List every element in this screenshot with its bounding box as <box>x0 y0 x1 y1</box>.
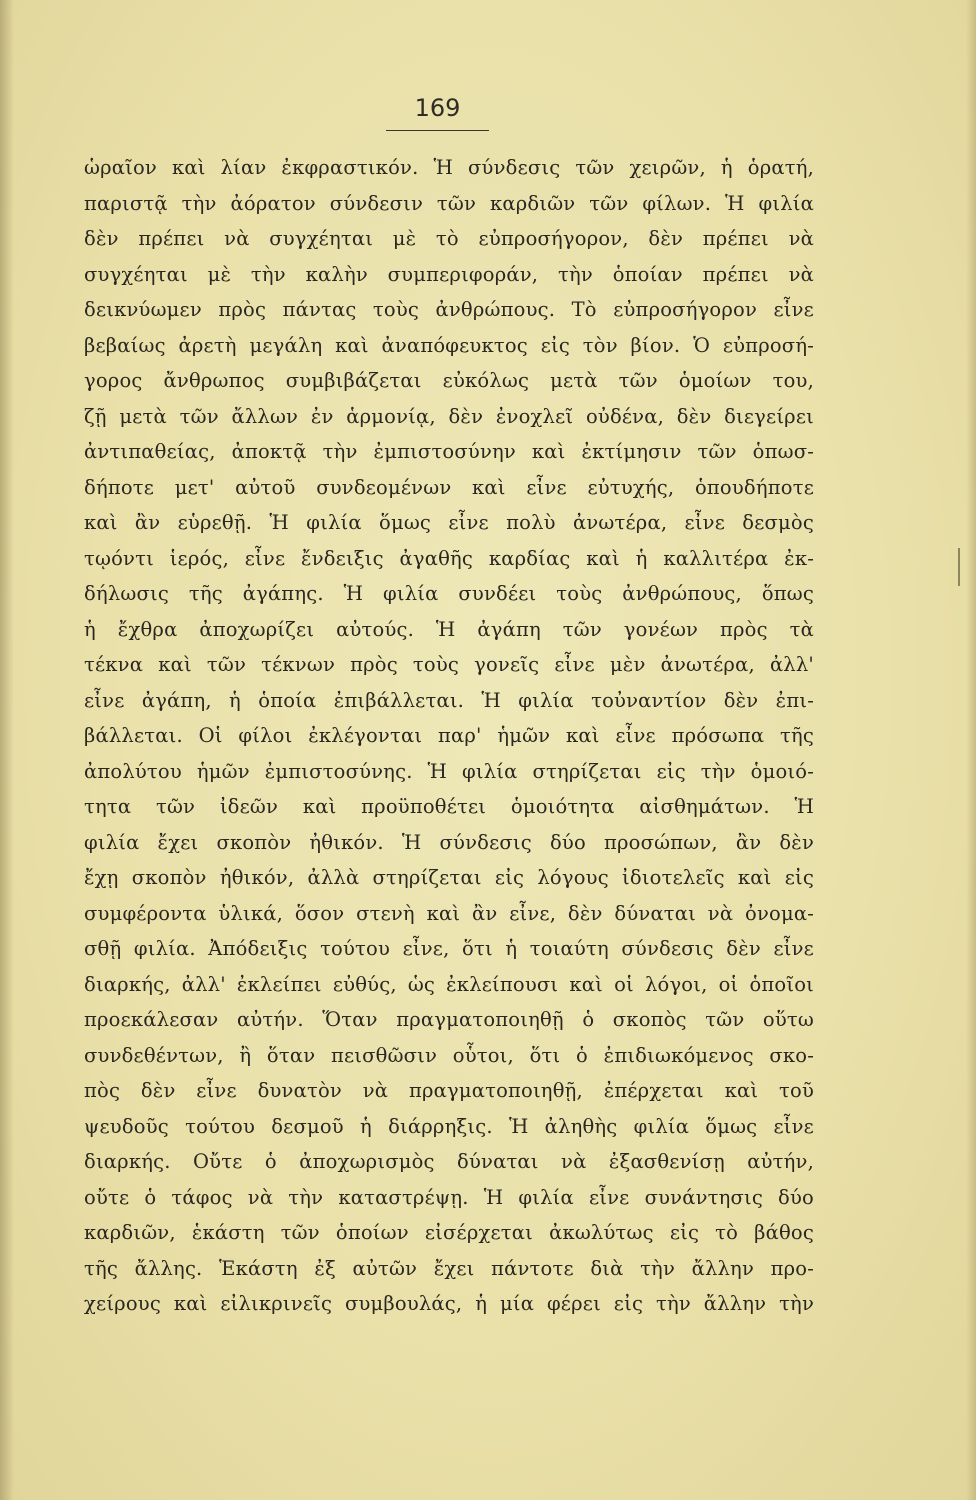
text-line: διαρκής. Οὔτε ὁ ἀποχωρισμὸς δύναται νὰ ἐξασθενίσῃ αὐτήν, <box>84 1150 814 1173</box>
text-line: συμφέροντα ὑλικά, ὅσον στενὴ καὶ ἂν εἶνε, δὲν δύναται νὰ ὀνομα- <box>84 901 814 925</box>
body-text <box>84 150 814 1322</box>
text-line: γορος ἄνθρωπος συμβιβάζεται εὐκόλως μετὰ τῶν ὁμοίων του, <box>84 369 814 392</box>
text-line: βάλλεται. Οἱ φίλοι ἐκλέγονται παρ' ἡμῶν καὶ εἶνε πρόσωπα τῆς <box>84 724 814 747</box>
text-line: συνδεθέντων, ἢ ὅταν πεισθῶσιν οὗτοι, ὅτι ὁ ἐπιδιωκόμενος σκο- <box>84 1043 814 1067</box>
page-number-rule <box>386 130 489 131</box>
text-line: τέκνα καὶ τῶν τέκνων πρὸς τοὺς γονεῖς εἶνε μὲν ἀνωτέρα, ἀλλ' <box>84 653 814 676</box>
text-line: ἀντιπαθείας, ἀποκτᾷ τὴν ἐμπιστοσύνην καὶ ἐκτίμησιν τῶν ὁπωσ- <box>84 440 814 463</box>
text-line: φιλία ἔχει σκοπὸν ἠθικόν. Ἡ σύνδεσις δύο προσώπων, ἂν δὲν <box>84 830 814 854</box>
left-page-edge <box>0 0 14 1500</box>
text-line: ἀπολύτου ἡμῶν ἐμπιστοσύνης. Ἡ φιλία στηρίζεται εἰς τὴν ὁμοιό- <box>84 759 814 783</box>
text-line: πὸς δὲν εἶνε δυνατὸν νὰ πραγματοποιηθῇ, ἐπέρχεται καὶ τοῦ <box>84 1079 814 1102</box>
text-line: παριστᾷ τὴν ἀόρατον σύνδεσιν τῶν καρδιῶν τῶν φίλων. Ἡ φιλία <box>84 191 814 215</box>
text-line: ὡραῖον καὶ λίαν ἐκφραστικόν. Ἡ σύνδεσις τῶν χειρῶν, ἡ ὁρατή, <box>84 156 814 179</box>
text-line: ψευδοῦς τούτου δεσμοῦ ἡ διάρρηξις. Ἡ ἀληθὴς φιλία ὅμως εἶνε <box>84 1114 814 1138</box>
text-line: ἔχῃ σκοπὸν ἠθικόν, ἀλλὰ στηρίζεται εἰς λόγους ἰδιοτελεῖς καὶ εἰς <box>84 866 814 889</box>
page-number: 169 <box>414 94 461 122</box>
text-line: χείρους καὶ εἰλικρινεῖς συμβουλάς, ἡ μία φέρει εἰς τὴν ἄλλην τὴν <box>84 1292 814 1315</box>
text-line: δήποτε μετ' αὐτοῦ συνδεομένων καὶ εἶνε εὐτυχής, ὁπουδήποτε <box>84 475 814 499</box>
text-line: τητα τῶν ἰδεῶν καὶ προϋποθέτει ὁμοιότητα αἰσθημάτων. Ἡ <box>84 795 814 818</box>
margin-mark <box>958 548 960 586</box>
text-line: οὔτε ὁ τάφος νὰ τὴν καταστρέψῃ. Ἡ φιλία εἶνε συνάντησις δύο <box>84 1185 814 1209</box>
text-line: εἶνε ἀγάπη, ἡ ὁποία ἐπιβάλλεται. Ἡ φιλία τοὐναντίον δὲν ἐπι- <box>84 688 814 712</box>
text-line: συγχέηται μὲ τὴν καλὴν συμπεριφοράν, τὴν ὁποίαν πρέπει νὰ <box>84 262 814 286</box>
text-line: διαρκής, ἀλλ' ἐκλείπει εὐθύς, ὡς ἐκλείπουσι καὶ οἱ λόγοι, οἱ ὁποῖοι <box>84 972 814 996</box>
right-page-edge <box>966 0 976 1500</box>
text-line: τῳόντι ἱερός, εἶνε ἔνδειξις ἀγαθῆς καρδίας καὶ ἡ καλλιτέρα ἐκ- <box>84 546 814 570</box>
text-line: καὶ ἂν εὑρεθῇ. Ἡ φιλία ὅμως εἶνε πολὺ ἀνωτέρα, εἶνε δεσμὸς <box>84 511 814 534</box>
text-line: δήλωσις τῆς ἀγάπης. Ἡ φιλία συνδέει τοὺς ἀνθρώπους, ὅπως <box>84 582 814 605</box>
text-line: ἡ ἔχθρα ἀποχωρίζει αὐτούς. Ἡ ἀγάπη τῶν γονέων πρὸς τὰ <box>84 617 814 641</box>
text-line: βεβαίως ἀρετὴ μεγάλη καὶ ἀναπόφευκτος εἰς τὸν βίον. Ὁ εὐπροσή- <box>84 333 814 357</box>
text-line: τῆς ἄλλης. Ἑκάστη ἐξ αὐτῶν ἔχει πάντοτε διὰ τὴν ἄλλην προ- <box>84 1256 814 1280</box>
text-line: δὲν πρέπει νὰ συγχέηται μὲ τὸ εὐπροσήγορον, δὲν πρέπει νὰ <box>84 227 814 250</box>
text-line: ζῇ μετὰ τῶν ἄλλων ἐν ἁρμονίᾳ, δὲν ἐνοχλεῖ οὐδένα, δὲν διεγείρει <box>84 404 814 428</box>
text-line: δεικνύωμεν πρὸς πάντας τοὺς ἀνθρώπους. Τὸ εὐπροσήγορον εἶνε <box>84 298 814 321</box>
text-line: σθῇ φιλία. Ἀπόδειξις τούτου εἶνε, ὅτι ἡ τοιαύτη σύνδεσις δὲν εἶνε <box>84 937 814 960</box>
text-line: προεκάλεσαν αὐτήν. Ὅταν πραγματοποιηθῇ ὁ σκοπὸς τῶν οὕτω <box>84 1008 814 1031</box>
text-line: καρδιῶν, ἑκάστη τῶν ὁποίων εἰσέρχεται ἀκωλύτως εἰς τὸ βάθος <box>84 1221 814 1244</box>
